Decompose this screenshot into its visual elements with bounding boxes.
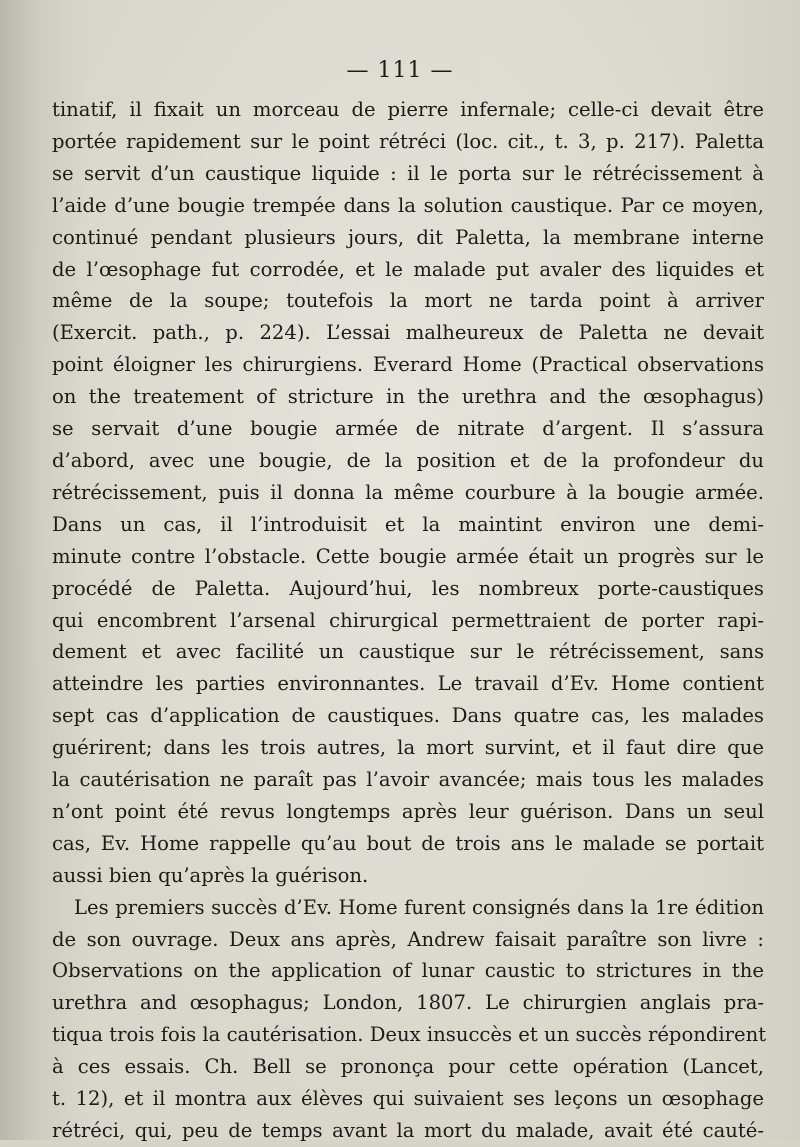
text-line: cas, Ev. Home rappelle qu’au bout de trois ans le malade se portait xyxy=(52,831,764,855)
text-line: rétréci, qui, peu de temps avant la mort du malade, avait été cauté- xyxy=(52,1119,764,1142)
page-number: — 111 — xyxy=(346,58,454,83)
text-line: point éloigner les chirurgiens. Everard Home (Practical observations xyxy=(52,353,764,377)
text-line: continué pendant plusieurs jours, dit Paletta, la membrane interne xyxy=(52,225,764,249)
text-line: la cautérisation ne paraît pas l’avoir avancée; mais tous les malades xyxy=(52,768,764,792)
text-line: l’aide d’une bougie trempée dans la solution caustique. Par ce moyen, xyxy=(52,193,764,217)
body-text xyxy=(52,94,767,1147)
text-line: tinatif, il fixait un morceau de pierre infernale; celle-ci devait être xyxy=(52,98,764,121)
text-line: Les premiers succès d’Ev. Home furent consignés dans la 1re édition xyxy=(74,895,764,919)
text-line: sept cas d’application de caustiques. Dans quatre cas, les malades xyxy=(52,704,764,728)
text-line: aussi bien qu’après la guérison. xyxy=(52,863,369,887)
text-line: (Exercit. path., p. 224). L’essai malheureux de Paletta ne devait xyxy=(52,321,764,345)
text-line: d’abord, avec une bougie, de la position et de la profondeur du xyxy=(52,448,764,472)
text-line: n’ont point été revus longtemps après leur guérison. Dans un seul xyxy=(52,799,764,823)
text-line: tiqua trois fois la cautérisation. Deux insuccès et un succès répondirent xyxy=(52,1023,767,1047)
text-line: Observations on the application of lunar caustic to strictures in the xyxy=(52,959,764,983)
text-line: urethra and œsophagus; London, 1807. Le chirurgien anglais pra- xyxy=(52,991,764,1015)
text-line: de son ouvrage. Deux ans après, Andrew faisait paraître son livre : xyxy=(52,927,764,951)
text-line: rétrécissement, puis il donna la même courbure à la bougie armée. xyxy=(52,480,764,504)
text-line: se servait d’une bougie armée de nitrate d’argent. Il s’assura xyxy=(52,417,764,441)
text-line: guérirent; dans les trois autres, la mort survint, et il faut dire que xyxy=(52,736,764,760)
text-line: dement et avec facilité un caustique sur le rétrécissement, sans xyxy=(52,640,764,664)
text-line: se servit d’un caustique liquide : il le porta sur le rétrécissement à xyxy=(52,161,764,185)
text-line: même de la soupe; toutefois la mort ne tarda point à arriver xyxy=(52,289,764,313)
text-line: à ces essais. Ch. Bell se prononça pour cette opération (Lancet, xyxy=(52,1055,764,1079)
text-line: atteindre les parties environnantes. Le travail d’Ev. Home contient xyxy=(52,672,764,696)
text-line: Dans un cas, il l’introduisit et la maintint environ une demi- xyxy=(52,512,764,536)
text-line: portée rapidement sur le point rétréci (loc. cit., t. 3, p. 217). Paletta xyxy=(52,129,764,153)
text-line: de l’œsophage fut corrodée, et le malade put avaler des liquides et xyxy=(52,257,764,281)
text-line: t. 12), et il montra aux élèves qui suivaient ses leçons un œsophage xyxy=(52,1087,764,1111)
text-line: on the treatement of stricture in the urethra and the œsophagus) xyxy=(52,385,764,409)
text-line: qui encombrent l’arsenal chirurgical permettraient de porter rapi- xyxy=(52,608,764,632)
text-line: minute contre l’obstacle. Cette bougie armée était un progrès sur le xyxy=(52,544,764,568)
text-line: procédé de Paletta. Aujourd’hui, les nombreux porte-caustiques xyxy=(52,576,764,600)
